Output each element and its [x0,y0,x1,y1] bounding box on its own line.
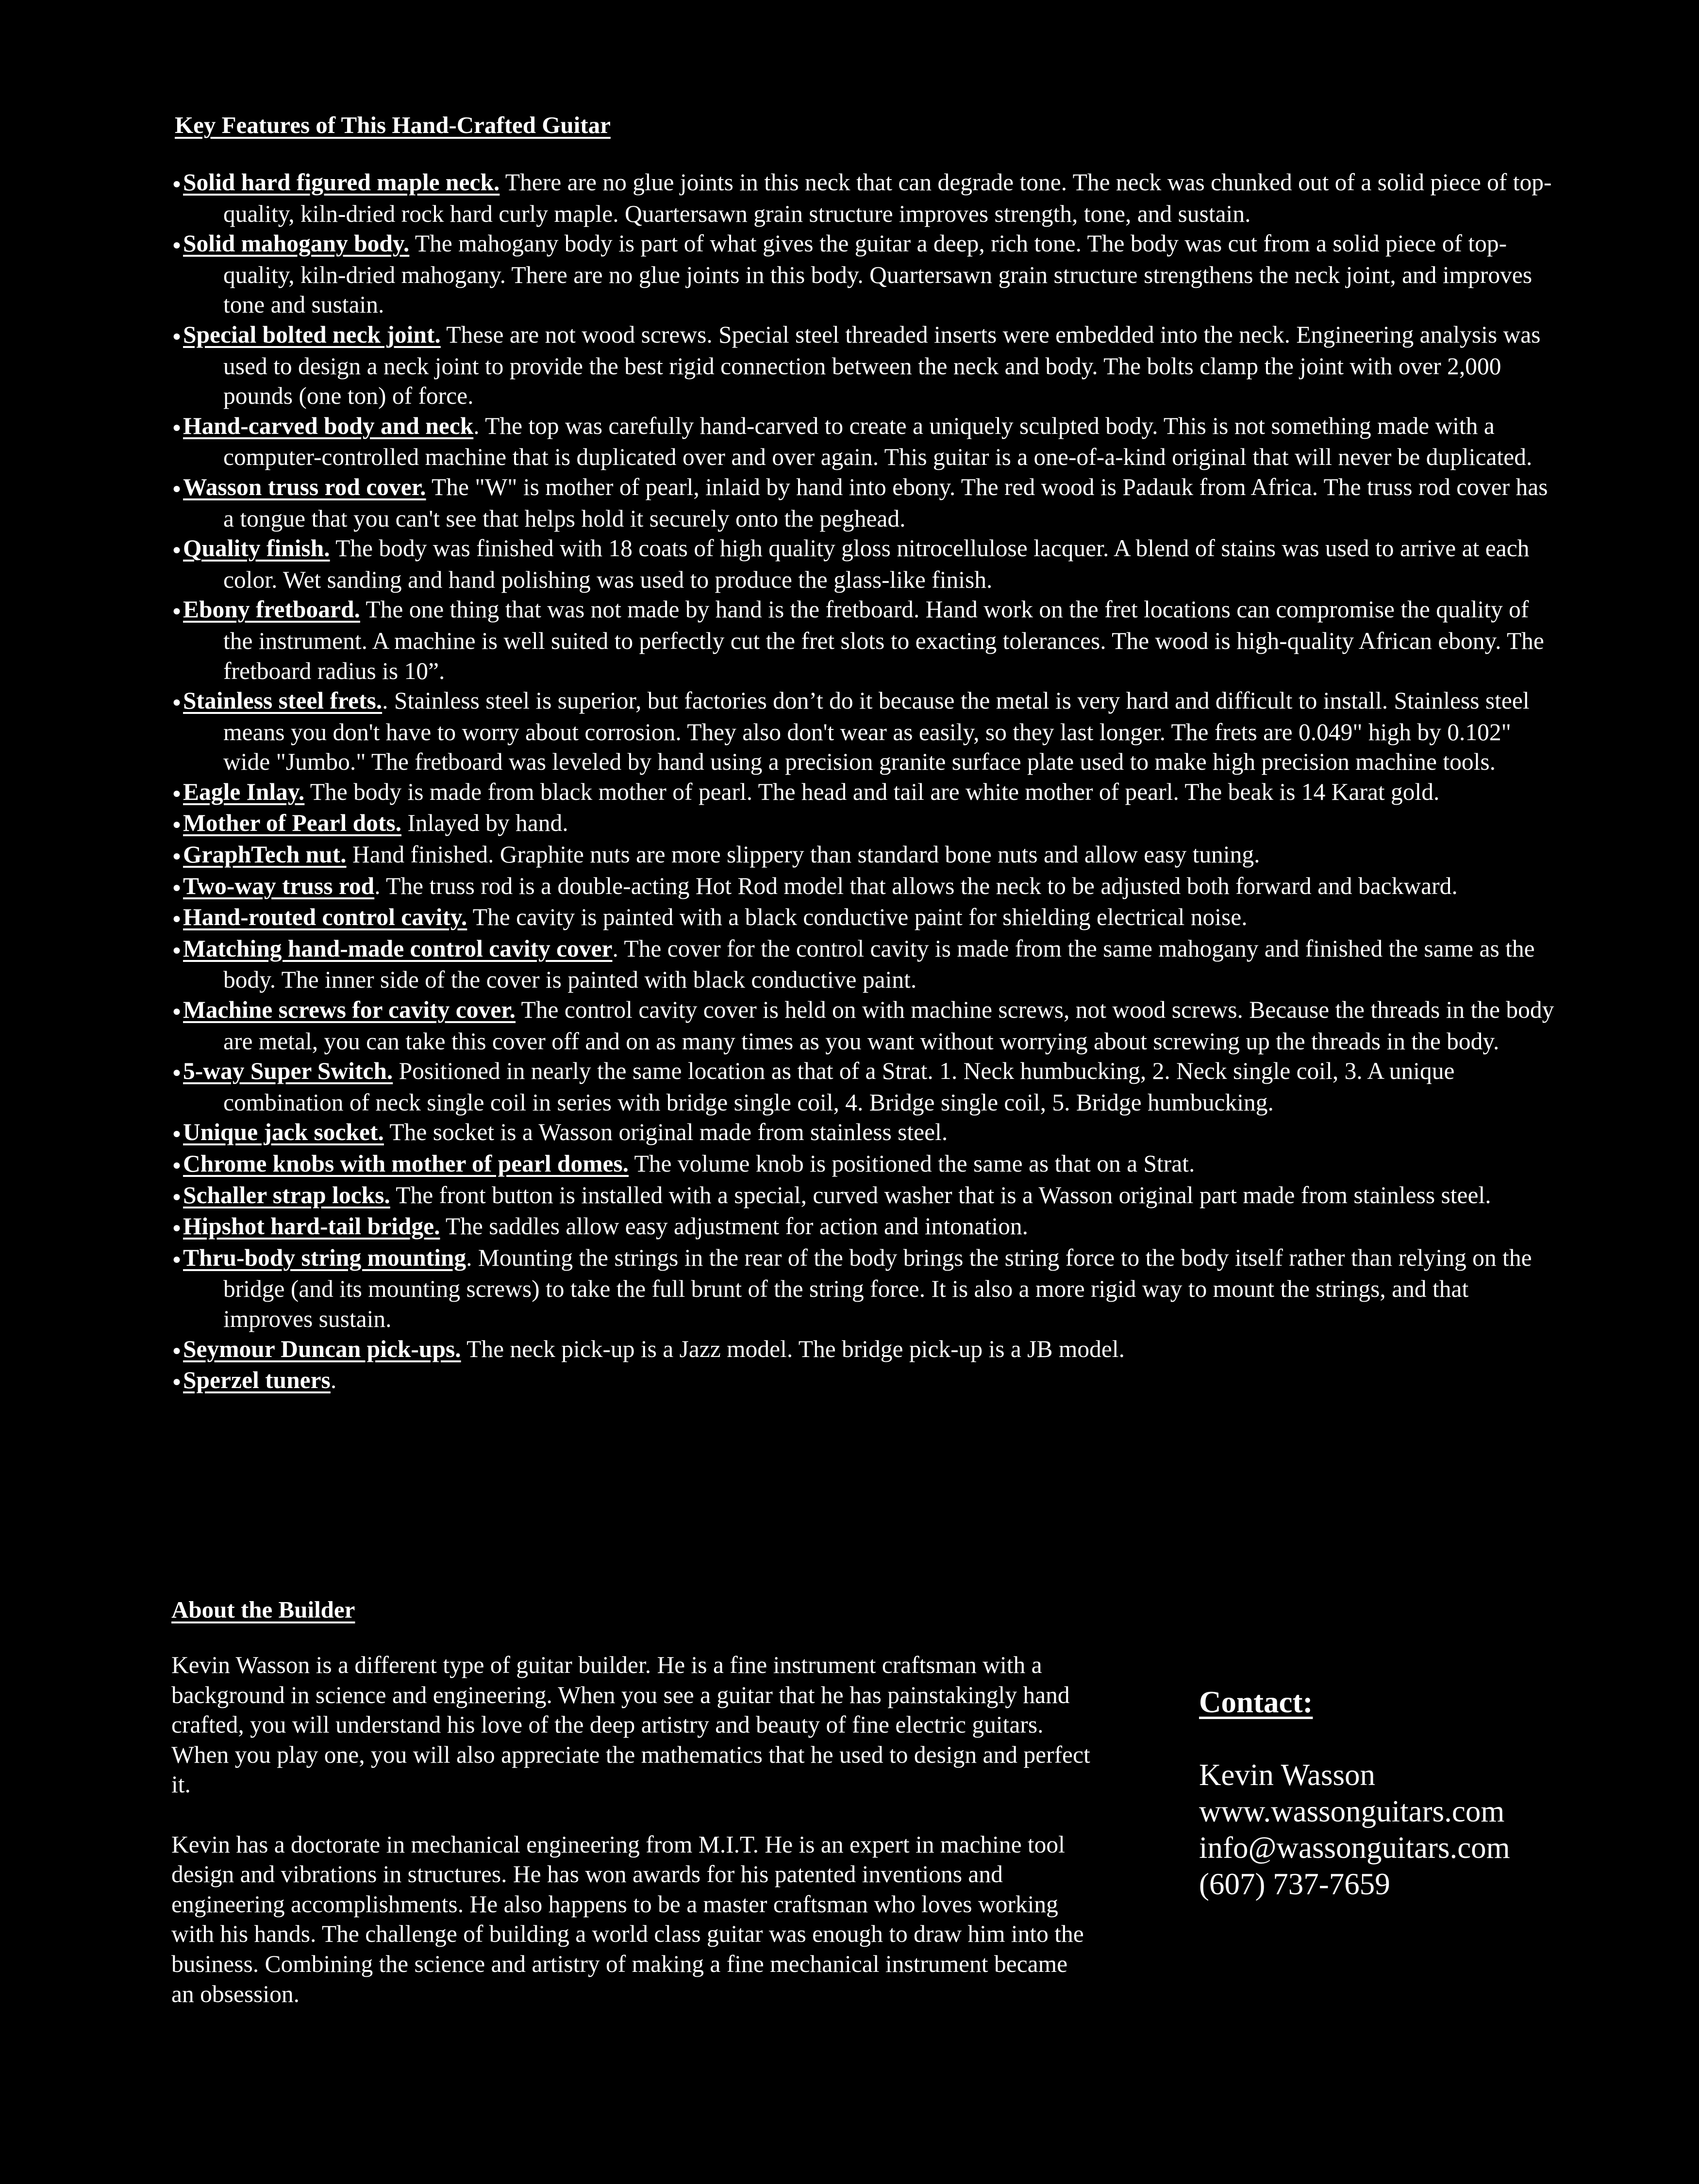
list-item [172,808,1561,840]
feature-description: The "W" is mother of pearl, inlaid by hand into ebony. The red wood is Padauk from Africa. The truss rod cover has a tongue that you can't see that helps hold it securely onto the peghead. [223,473,1548,532]
bullet-icon: ● [172,480,182,496]
feature-term: Chrome knobs with mother of pearl domes. [183,1150,629,1177]
feature-term: Sperzel tuners [183,1367,331,1394]
feature-term: Ebony fretboard. [183,596,360,623]
feature-term: Hand-routed control cavity. [183,904,467,931]
list-item [172,902,1561,934]
bullet-icon: ● [172,1157,182,1173]
feature-description: . Stainless steel is superior, but factories don’t do it because the metal is very hard and difficult to install. Stainless steel means you don't have to worry about corrosion. They also don't wear as easily, so they last longer. The frets are 0.049" high by 0.102" wide "Jumbo." The fretboard was leveled by hand using a precision granite surface plate used to make high precision machine tools. [223,687,1530,776]
feature-description: . The truss rod is a double-acting Hot Rod model that allows the neck to be adjusted both forward and backward. [374,872,1458,899]
feature-description: The one thing that was not made by hand is the fretboard. Hand work on the fret locations can compromise the quality of the instrument. A machine is well suited to perfectly cut the fret slots to exacting tolerances. The wood is high-quality African ebony. The fretboard radius is 10”. [223,596,1544,684]
about-paragraph: Kevin has a doctorate in mechanical engineering from M.I.T. He is an expert in machine tool design and vibrations in structures. He has won awards for his patented inventions and engineering accomplishments. He also happens to be a master craftsman who loves working with his hands. The challenge of building a world class guitar was enough to draw him into the business. Combining the science and artistry of making a fine mechanical instrument became an obsession. [171,1831,1084,2007]
list-item [172,1365,1561,1397]
feature-term: Solid mahogany body. [183,230,410,257]
bullet-icon: ● [172,1188,182,1205]
feature-term: Matching hand-made control cavity cover [183,935,613,962]
contact-website[interactable]: www.wassonguitars.com [1199,1794,1505,1828]
feature-term: Thru-body string mounting [183,1244,466,1271]
feature-term: Quality finish. [183,535,330,562]
list-item [172,686,1561,777]
contact-title: Contact: [1199,1685,1313,1719]
features-heading: Key Features of This Hand-Crafted Guitar [175,112,611,138]
feature-description: The neck pick-up is a Jazz model. The bridge pick-up is a JB model. [461,1335,1125,1362]
list-item [172,320,1561,411]
feature-description: The saddles allow easy adjustment for action and intonation. [440,1213,1028,1240]
list-item [172,1149,1561,1180]
list-item [172,1117,1561,1149]
list-item [172,411,1561,472]
bullet-icon: ● [172,1342,182,1358]
list-item [172,777,1561,809]
feature-description: The socket is a Wasson original made from stainless steel. [383,1119,948,1146]
feature-description: The mahogany body is part of what gives the guitar a deep, rich tone. The body was cut from a solid piece of top-quality, kiln-dried mahogany. There are no glue joints in this body. Quartersawn grain structure strengthens the neck joint, and improves tone and sustain. [223,230,1532,318]
feature-description: These are not wood screws. Special steel threaded inserts were embedded into the neck. Engineering analysis was used to design a neck joint to provide the best rigid connection between the neck and body. The bolts clamp the joint with over 2,000 pounds (one ton) of force. [223,321,1541,410]
list-item [172,1056,1561,1117]
feature-description: The body is made from black mother of pearl. The head and tail are white mother of pearl. The beak is 14 Karat gold. [304,778,1440,805]
about-heading: About the Builder [171,1596,355,1623]
feature-term: 5-way Super Switch. [183,1058,393,1085]
list-item [172,995,1561,1056]
bullet-icon: ● [172,1251,182,1267]
bullet-icon: ● [172,694,182,711]
feature-description: . The cover for the control cavity is made from the same mahogany and finished the same as the body. The inner side of the cover is painted with black conductive paint. [223,935,1535,993]
feature-description: . The top was carefully hand-carved to create a uniquely sculpted body. This is not something made with a computer-controlled machine that is duplicated over and over again. This guitar is a one-of-a-kind original that will never be duplicated. [223,412,1532,471]
list-item [172,472,1561,533]
about-paragraph: Kevin Wasson is a different type of guitar builder. He is a fine instrument craftsman with a background in science and engineering. When you see a guitar that he has painstakingly hand crafted, you will understand his love of the deep artistry and beauty of fine electric guitars. When you play one, you will also appreciate the mathematics that he used to design and perfect it. [171,1652,1090,1798]
feature-term: Wasson truss rod cover. [183,473,426,500]
feature-description: . Mounting the strings in the rear of the body brings the string force to the body itself rather than relying on the bridge (and its mounting screws) to take the full brunt of the string force. It is also a more rigid way to mount the strings, and that improves sustain. [223,1244,1532,1332]
feature-description: The volume knob is positioned the same as that on a Strat. [629,1150,1195,1177]
bullet-icon: ● [172,848,182,864]
contact-block [1199,1684,1636,1903]
feature-term: Stainless steel frets. [183,687,383,714]
feature-description: . [330,1367,337,1394]
bullet-icon: ● [172,1125,182,1142]
feature-term: Schaller strap locks. [183,1181,390,1208]
feature-term: Mother of Pearl dots. [183,810,401,837]
list-item [172,167,1561,229]
bullet-icon: ● [172,910,182,927]
feature-term: Unique jack socket. [183,1119,384,1146]
bullet-icon: ● [172,816,182,833]
bullet-icon: ● [172,1373,182,1390]
contact-email[interactable]: info@wassonguitars.com [1199,1831,1510,1865]
list-item [172,934,1561,995]
bullet-icon: ● [172,1064,182,1081]
bullet-icon: ● [172,1003,182,1020]
feature-description: The front button is installed with a special, curved washer that is a Wasson original part made from stainless steel. [390,1181,1491,1208]
feature-term: Eagle Inlay. [183,778,305,805]
contact-name: Kevin Wasson [1199,1758,1375,1792]
list-item [172,533,1561,595]
bullet-icon: ● [172,942,182,958]
bullet-icon: ● [172,879,182,895]
contact-phone: (607) 737-7659 [1199,1867,1390,1901]
list-item [172,1180,1561,1212]
list-item [172,1334,1561,1366]
about-section [171,1650,1094,2039]
feature-term: GraphTech nut. [183,841,347,868]
feature-term: Solid hard figured maple neck. [183,169,500,196]
feature-term: Hipshot hard-tail bridge. [183,1213,440,1240]
feature-term: Two-way truss rod [183,872,375,899]
bullet-icon: ● [172,328,182,344]
bullet-icon: ● [172,1220,182,1236]
bullet-icon: ● [172,176,182,192]
list-item [172,840,1561,871]
feature-term: Machine screws for cavity cover. [183,996,516,1024]
bullet-icon: ● [172,419,182,435]
list-item [172,595,1561,686]
feature-description: The control cavity cover is held on with machine screws, not wood screws. Because the threads in the body are metal, you can take this cover off and on as many times as you want without worrying about screwing up the threads in the body. [223,996,1554,1055]
feature-description: There are no glue joints in this neck that can degrade tone. The neck was chunked out of a solid piece of top-quality, kiln-dried rock hard curly maple. Quartersawn grain structure improves strength, tone, and sustain. [223,169,1552,227]
feature-description: Hand finished. Graphite nuts are more slippery than standard bone nuts and allow easy tuning. [346,841,1260,868]
list-item [172,229,1561,320]
feature-description: Positioned in nearly the same location as that of a Strat. 1. Neck humbucking, 2. Neck single coil, 3. A unique combination of neck single coil in series with bridge single coil, 4. Bridge single coil, 5. Bridge humbucking. [223,1058,1455,1116]
features-list [172,167,1561,1397]
list-item [172,1243,1561,1334]
list-item [172,871,1561,903]
bullet-icon: ● [172,785,182,801]
feature-term: Seymour Duncan pick-ups. [183,1335,461,1362]
feature-description: The body was finished with 18 coats of high quality gloss nitrocellulose lacquer. A blend of stains was used to arrive at each color. Wet sanding and hand polishing was used to produce the glass-like finish. [223,535,1530,593]
bullet-icon: ● [172,237,182,253]
feature-term: Hand-carved body and neck [183,412,474,439]
bullet-icon: ● [172,603,182,619]
feature-description: Inlayed by hand. [401,810,568,837]
feature-term: Special bolted neck joint. [183,321,441,348]
bullet-icon: ● [172,542,182,558]
list-item [172,1211,1561,1243]
feature-description: The cavity is painted with a black conductive paint for shielding electrical noise. [467,904,1248,931]
